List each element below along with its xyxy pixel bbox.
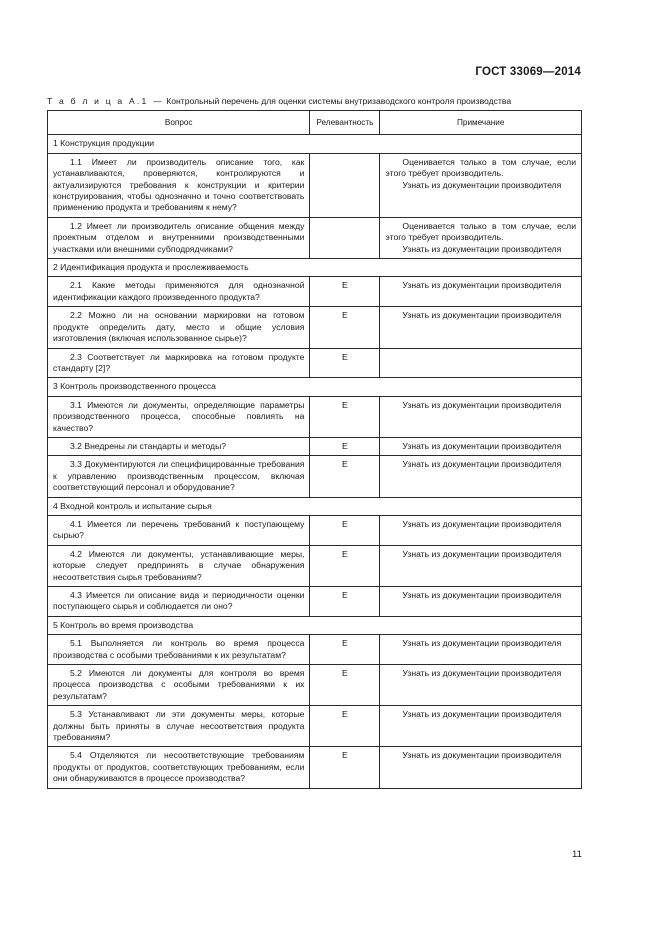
section-row	[48, 135, 582, 153]
section-title: 5 Контроль во время производства	[48, 616, 582, 634]
table-row	[48, 545, 582, 586]
note-cell	[380, 515, 582, 545]
note-paragraph: Узнать из документации производителя	[402, 668, 562, 679]
section-row	[48, 497, 582, 515]
note-paragraph: Узнать из документации производителя	[402, 518, 562, 529]
note-paragraph: Узнать из документации производителя	[402, 179, 562, 190]
section-row	[48, 616, 582, 634]
relevance-cell: Е	[310, 277, 380, 307]
question-cell: 5.2 Имеются ли документы для контроля во время процесса производства с особыми требованиями к их результатам?	[48, 665, 310, 706]
relevance-cell: Е	[310, 396, 380, 437]
note-paragraph: Узнать из документации производителя	[402, 310, 562, 321]
table-row	[48, 437, 582, 455]
section-row	[48, 259, 582, 277]
table-row	[48, 706, 582, 747]
section-title: 4 Входной контроль и испытание сырья	[48, 497, 582, 515]
note-cell	[380, 217, 582, 258]
note-paragraph: Узнать из документации производителя	[402, 709, 562, 720]
relevance-cell: Е	[310, 456, 380, 497]
note-paragraph: Узнать из документации производителя	[402, 399, 562, 410]
section-row	[48, 378, 582, 396]
question-cell: 5.4 Отделяются ли несоответствующие требованиям продукты от продуктов, соответствующих требованиям, если они обнаруживаются в процессе производства?	[48, 747, 310, 788]
relevance-cell: Е	[310, 437, 380, 455]
question-cell: 4.1 Имеется ли перечень требований к поступающему сырью?	[48, 515, 310, 545]
section-title: 3 Контроль производственного процесса	[48, 378, 582, 396]
relevance-cell: Е	[310, 587, 380, 617]
note-cell	[380, 307, 582, 348]
question-cell: 3.1 Имеются ли документы, определяющие параметры производственного процесса, способные повлиять на качество?	[48, 396, 310, 437]
table-row	[48, 587, 582, 617]
question-cell: 2.1 Какие методы применяются для однозначной идентификации каждого произведенного продукта?	[48, 277, 310, 307]
note-cell	[380, 665, 582, 706]
note-cell	[380, 153, 582, 217]
table-row	[48, 153, 582, 217]
table-body	[48, 135, 582, 788]
standard-number: ГОСТ 33069—2014	[475, 66, 581, 78]
column-header-note: Примечание	[380, 111, 582, 135]
note-paragraph: Узнать из документации производителя	[402, 280, 562, 291]
section-title: 2 Идентификация продукта и прослеживаемость	[48, 259, 582, 277]
note-paragraph: Узнать из документации производителя	[402, 459, 562, 470]
question-cell: 3.3 Документируются ли специфицированные требования к управлению производственным процессом, включая соответствующий персонал и оборудование?	[48, 456, 310, 497]
note-cell	[380, 277, 582, 307]
table-row	[48, 635, 582, 665]
checklist-table	[47, 110, 582, 789]
note-paragraph: Узнать из документации производителя	[402, 243, 562, 254]
table-row	[48, 396, 582, 437]
question-cell: 4.2 Имеются ли документы, устанавливающие меры, которые следует предпринять в случае обнаружения несоответствия сырья требованиям?	[48, 545, 310, 586]
relevance-cell	[310, 153, 380, 217]
relevance-cell: Е	[310, 348, 380, 378]
relevance-cell: Е	[310, 706, 380, 747]
table-row	[48, 665, 582, 706]
note-cell	[380, 635, 582, 665]
table-header-row	[48, 111, 582, 135]
note-cell	[380, 396, 582, 437]
note-paragraph: Оценивается только в том случае, если этого требует производитель.	[385, 220, 576, 243]
note-paragraph: Оценивается только в том случае, если этого требует производитель.	[385, 156, 576, 179]
column-header-question: Вопрос	[48, 111, 310, 135]
table-caption-text: Контрольный перечень для оценки системы внутризаводского контроля производства	[166, 96, 512, 106]
question-cell: 4.3 Имеется ли описание вида и периодичности оценки поступающего сырья и соблюдается ли оно?	[48, 587, 310, 617]
note-cell	[380, 706, 582, 747]
note-paragraph: Узнать из документации производителя	[402, 750, 562, 761]
question-cell: 5.1 Выполняется ли контроль во время процесса производства с особыми требованиями к их результатам?	[48, 635, 310, 665]
question-cell: 1.1 Имеет ли производитель описание того, как устанавливаются, проверяются, контролируются и актуализируются требования к конструкции и критерии конструирования, чтобы однозначно и точно соответствовать применению продукта и требованиям к нему?	[48, 153, 310, 217]
table-row	[48, 217, 582, 258]
relevance-cell: Е	[310, 515, 380, 545]
column-header-relevance: Релевантность	[310, 111, 380, 135]
note-paragraph: Узнать из документации производителя	[402, 440, 562, 451]
table-row	[48, 747, 582, 788]
table-row	[48, 456, 582, 497]
section-title: 1 Конструкция продукции	[48, 135, 582, 153]
relevance-cell: Е	[310, 747, 380, 788]
table-row	[48, 348, 582, 378]
table-caption-label: Т а б л и ц а А.1 —	[47, 96, 164, 106]
note-paragraph: Узнать из документации производителя	[402, 548, 562, 559]
question-cell: 3.2 Внедрены ли стандарты и методы?	[48, 437, 310, 455]
page-number: 11	[572, 849, 582, 860]
note-cell	[380, 545, 582, 586]
relevance-cell: Е	[310, 665, 380, 706]
note-cell	[380, 747, 582, 788]
note-paragraph: Узнать из документации производителя	[402, 638, 562, 649]
question-cell: 2.2 Можно ли на основании маркировки на готовом продукте определить дату, место и общие условия изготовления (включая использованное сырье)?	[48, 307, 310, 348]
relevance-cell: Е	[310, 545, 380, 586]
question-cell: 2.3 Соответствует ли маркировка на готовом продукте стандарту [2]?	[48, 348, 310, 378]
note-cell	[380, 437, 582, 455]
relevance-cell: Е	[310, 635, 380, 665]
table-caption	[47, 96, 587, 106]
note-cell	[380, 587, 582, 617]
table-row	[48, 277, 582, 307]
note-cell	[380, 348, 582, 378]
table-row	[48, 515, 582, 545]
relevance-cell: Е	[310, 307, 380, 348]
question-cell: 5.3 Устанавливают ли эти документы меры, которые должны быть приняты в случае несоответствия продукта требованиям?	[48, 706, 310, 747]
note-cell	[380, 456, 582, 497]
relevance-cell	[310, 217, 380, 258]
question-cell: 1.2 Имеет ли производитель описание общения между проектным отделом и внутренними производственными участками или внешними субподрядчиками?	[48, 217, 310, 258]
note-paragraph: Узнать из документации производителя	[402, 590, 562, 600]
table-row	[48, 307, 582, 348]
